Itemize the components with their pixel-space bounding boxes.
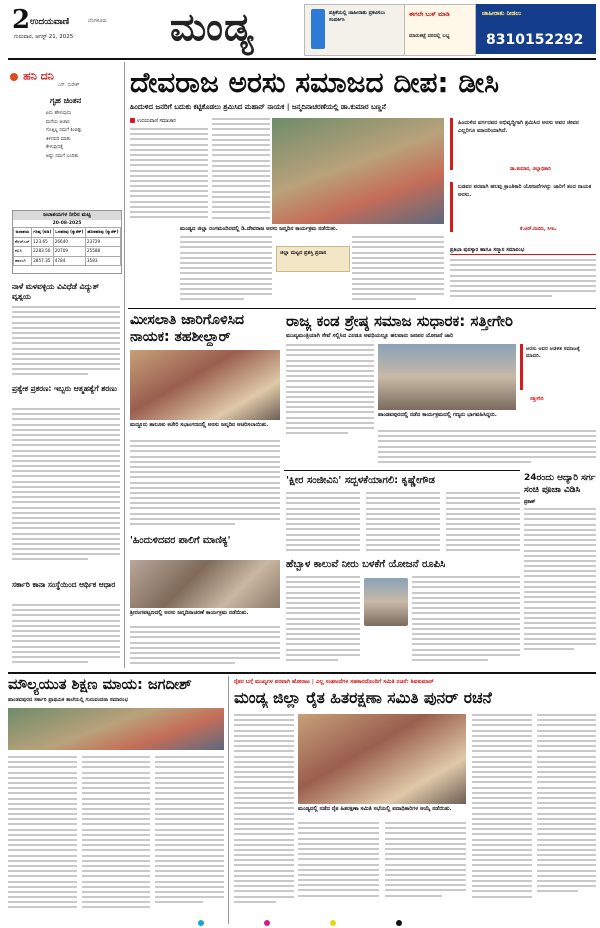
bottom-main-body-1	[234, 714, 294, 920]
lead-body-col-2	[212, 118, 270, 223]
manikya-photo[interactable]	[130, 560, 280, 608]
manikya-caption: ಶ್ರೀರಂಗಪಟ್ಟಣದಲ್ಲಿ ಅರಸು ಜನ್ಮದಿನಾಚರಣೆ ಕಾರ್ಯಕ್ರಮ ನಡೆಯಿತು.	[130, 610, 249, 616]
lead-byline	[130, 118, 210, 124]
naik-body	[130, 440, 280, 530]
quote-2-text: ಬಡವರ ಪರವಾಗಿ ಹಲವು ಕ್ರಾಂತಿಕಾರಿ ಯೋಜನೆಗಳನ್ನು ಜಾರಿಗೆ ತಂದ ನಾಯಕ ಅರಸು.	[458, 184, 592, 198]
sidebar-story-2-title[interactable]: ಪ್ರತ್ಯೇಕ ಪ್ರಕರಣ: ಇಬ್ಬರು ಆತ್ಮಹತ್ಯೆಗೆ ಶರಣು	[12, 384, 117, 393]
bottom-main-body-3	[472, 714, 596, 920]
ad-box-2[interactable]	[404, 4, 476, 56]
byline-icon	[130, 118, 135, 123]
masthead-rule	[8, 58, 596, 60]
sub-box-title: ಪ್ರತಿಭಾ ಪುರಸ್ಕಾರ ಹಾಗೂ ಸನ್ಮಾನ ಸಮಾರಂಭ	[450, 246, 596, 255]
table-cell: 23729	[85, 237, 120, 247]
lead-body-col-4	[352, 236, 444, 304]
quote-mark-icon	[450, 118, 453, 170]
cyan-mark-icon	[198, 920, 204, 926]
section-rule-3	[8, 672, 596, 674]
sattigeri-headline[interactable]: ರಾಜ್ಯ ಕಂಡ ಶ್ರೇಷ್ಠ ಸಮಾಜ ಸುಧಾರಕ: ಸತ್ತೀಗೇರಿ	[286, 312, 513, 330]
hejjarli-body-2	[412, 576, 520, 668]
table-cell: 123.65	[32, 237, 54, 247]
bottom-main-body-2	[298, 822, 466, 920]
table-cell: 4784	[53, 256, 85, 266]
manikya-headline[interactable]: 'ಹಿಂದುಳಿದವರ ಪಾಲಿಗೆ ಮಾಣಿಕ್ಯ'	[130, 535, 231, 546]
quote-1-text: ಹಿಂದುಳಿದ ವರ್ಗದವರ ಅಭಿವೃದ್ಧಿಗಾಗಿ ಶ್ರಮಿಸಿದ ಅರಸು ಅವರ ಜೀವನ ಎಲ್ಲರಿಗೂ ಮಾದರಿಯಾಗಿದೆ.	[458, 120, 579, 134]
sattigeri-caption: ಪಾಂಡವಪುರದಲ್ಲಿ ನಡೆದ ಕಾರ್ಯಕ್ರಮದಲ್ಲಿ ಗಣ್ಯರು ಭಾಗವಹಿಸಿದ್ದರು.	[378, 412, 497, 418]
krishne-headline[interactable]: 'ಕ್ಷೀರ ಸಂಜೀವಿನಿ' ಸದ್ಬಳಕೆಯಾಗಲಿ: ಕೃಷ್ಣೇಗೌಡ	[286, 475, 435, 486]
highlight-box-text: ಜಿಲ್ಲಾ ಮಟ್ಟದ ಪ್ರಶಸ್ತಿ ಪ್ರದಾನ	[280, 250, 327, 256]
bottom-left-body	[8, 756, 224, 920]
column-title: ಗೃಹ ಚಿಂತನ	[50, 96, 82, 105]
masthead	[0, 0, 600, 60]
bottom-main-headline[interactable]: ಮಂಡ್ಯ ಜಿಲ್ಲಾ ರೈತ ಹಿತರಕ್ಷಣಾ ಸಮಿತಿ ಪುನರ್ ರಚನೆ	[234, 689, 492, 707]
naik-caption: ಮದ್ದೂರು ತಾಲೂಕು ಕಚೇರಿ ಸಭಾಂಗಣದಲ್ಲಿ ಅರಸು ಜನ್ಮದಿನ ಆಚರಿಸಲಾಯಿತು.	[130, 422, 269, 428]
page-number: 2	[12, 5, 31, 35]
hejjarli-portrait[interactable]	[364, 578, 408, 626]
sidebar-story-2-body	[12, 408, 120, 578]
ad-3-text: ಜಾಹೀರಾತು ನೀಡಲು	[482, 10, 522, 17]
honey-drop-icon	[10, 73, 18, 81]
print-registration-marks	[140, 920, 460, 926]
ad-1-text: ಪತ್ರಿಕೆಯಲ್ಲಿ ಜಾಹೀರಾತು ಪ್ರಕಟಿಸಲು ಸಂಪರ್ಕಿಸಿ	[329, 10, 386, 23]
table-row	[14, 256, 121, 266]
column-poem	[46, 110, 120, 161]
quote-mark-icon	[450, 182, 453, 232]
sidebar-story-3-body	[12, 604, 120, 664]
left-sidebar	[8, 62, 122, 668]
naik-photo[interactable]	[130, 350, 280, 420]
ad-3-phone: 8310152292	[486, 32, 584, 48]
section-rule-2	[284, 470, 520, 471]
table-cell: 26640	[53, 237, 85, 247]
table-cell: 2283.50	[32, 247, 54, 257]
table-header: ಗರಿಷ್ಠ (ಅಡಿ)	[32, 228, 54, 238]
bottom-left-subhead: ಪಾಂಡವಪುರದ ಸರ್ಕಾರಿ ಪ್ರಾಥಮಿಕ ಶಾಲೆಯಲ್ಲಿ ಗುರುವಂದನಾ ಸಮಾರಂಭ	[8, 697, 129, 703]
sattigeri-quote-text: ಅರಸು ಅವರ ಆಡಳಿತ ಸಮಾಜಕ್ಕೆ ಮಾದರಿ.	[526, 346, 580, 359]
column-logo-text: ಹನಿ ದನಿ	[23, 69, 54, 83]
lead-highlight-box	[276, 246, 350, 272]
lead-sub-box	[450, 246, 596, 302]
sattigeri-body-2	[378, 430, 596, 470]
dam-table	[12, 210, 122, 274]
lead-photo[interactable]	[272, 118, 444, 224]
table-cell: 3583	[85, 256, 120, 266]
ad-box-3[interactable]	[476, 4, 596, 54]
table-cell: 20709	[53, 247, 85, 257]
paper-name: ಉದಯವಾಣಿ	[30, 17, 70, 27]
table-header-row	[14, 228, 121, 238]
poem-line: ಏನು ಹೇಳುವುದು	[46, 111, 72, 116]
sattigeri-quote-name: ಸತ್ತೀಗೇರಿ	[530, 397, 544, 402]
hejjarli-headline[interactable]: ಹೆಬ್ಬಾಳ ಕಾಲುವೆ ನೀರು ಬಳಕೆಗೆ ಯೋಜನೆ ರೂಪಿಸಿ	[286, 559, 446, 570]
poem-line: ತಿಳಿದವರ ಮಾತು	[46, 136, 71, 142]
bottom-divider	[228, 676, 229, 924]
ad-box-1[interactable]	[304, 4, 406, 56]
naik-headline[interactable]: ಮೀಸಲಾತಿ ಜಾರಿಗೊಳಿಸಿದ ನಾಯಕ: ತಹಶೀಲ್ದಾರ್	[130, 312, 245, 345]
table-cell: ಕಬಿನಿ	[14, 247, 32, 257]
dam-data-table	[13, 227, 121, 266]
lead-quote-1	[450, 118, 596, 178]
phone-icon	[311, 9, 325, 49]
table-cell: ಹಾರಂಗಿ	[14, 256, 32, 266]
table-header: ಹೊರಹರಿವು (ಕ್ಯುಸೆಕ್)	[85, 228, 120, 238]
adalath-headline[interactable]: 24ರಂದು ಆದ್ಯಾರಿ ಸರ್ಗ ಸಂಚಿ ಪೂಜಾ ವಿಡಿಸಿ	[524, 473, 596, 495]
sattigeri-photo[interactable]	[378, 344, 516, 410]
bottom-left-photo[interactable]	[8, 708, 224, 750]
poem-line: ಮನೆಯ ಆಚಾರ	[46, 119, 70, 125]
section-title: ಮಂಡ್ಯ	[170, 4, 255, 49]
table-header: ಜಲಾಶಯ	[14, 228, 32, 238]
poem-line: ಗೊತ್ತಿಲ್ಲ ನಮಗೆ ಕಿಂಚಿತ್ತು	[46, 128, 83, 133]
quote-1-name: ಡಾ.ಕುಮಾರ, ಜಿಲ್ಲಾಧಿಕಾರಿ	[510, 167, 551, 172]
edition: ಬೆಂಗಳೂರು	[88, 18, 107, 24]
lead-body-col-3	[180, 236, 272, 304]
sattigeri-body	[286, 344, 374, 440]
lead-headline[interactable]: ದೇವರಾಜ ಅರಸು ಸಮಾಜದ ದೀಪ: ಡೀಸಿ	[130, 66, 499, 99]
quote-mark-icon	[520, 344, 523, 390]
poem-line: ಅಷ್ಟು ನಮಗೆ ಬಂದಿತು	[46, 153, 79, 159]
table-row	[14, 237, 121, 247]
table-cell: 2857.35	[32, 256, 54, 266]
table-cell: 25588	[85, 247, 120, 257]
table-cell: ಕೆಆರ್‌ಎಸ್	[14, 237, 32, 247]
quote-2-name: ಕೆ.ಆರ್.ನಂದಿನಿ, ಸಿಇಒ	[520, 227, 557, 232]
issue-date: ಗುರುವಾರ, ಆಗಸ್ಟ್ 21, 2025	[14, 34, 74, 40]
poem-line: ಕೇಳುವುದಕ್ಕೆ	[46, 145, 63, 150]
adalath-box	[524, 472, 596, 668]
sidebar-story-3-title[interactable]: ಸರ್ಕಾರಿ ಕಾನಾ ಸಂಸ್ಥೆಯಿಂದ ಆರ್ಥಿಕ ಆಧಾರ	[12, 580, 116, 589]
bottom-main-caption: ಮಂಡ್ಯದಲ್ಲಿ ನಡೆದ ರೈತ ಹಿತರಕ್ಷಣಾ ಸಮಿತಿ ಸಭೆಯಲ್ಲಿ ಪದಾಧಿಕಾರಿಗಳ ಆಯ್ಕೆ ನಡೆಯಿತು.	[298, 806, 452, 812]
yellow-mark-icon	[330, 920, 336, 926]
sattigeri-subhead: ಮುಖ್ಯಮಂತ್ರಿಯಾಗಿ ಸೇವೆ ಸಲ್ಲಿಸಿದ ಎರಡೂ ಅವಧಿಯಲ್ಲೂ ಹಲವಾರು ಜನಪರ ಯೋಜನೆ ಜಾರಿ	[286, 333, 454, 339]
lead-subhead: ಹಿಂದುಳಿದ ಜನರಿಗೆ ಬದುಕು ಕಟ್ಟಿಕೊಡಲು ಶ್ರಮಿಸಿದ ಮಹಾನ್ ನಾಯಕ | ಜನ್ಮದಿನಾಚರಣೆಯಲ್ಲಿ ಡಾ.ಕುಮಾರ ಬಣ್ಣನೆ	[130, 103, 386, 111]
krishne-body	[286, 492, 520, 556]
adalath-author: ಪ್ರಕಾಶ್	[524, 500, 536, 505]
lead-quote-2	[450, 182, 596, 242]
bottom-main-kicker: ರೈತರ ಬಗ್ಗೆ ಮುಖ್ಯಗಳ ಪರವಾಗಿ ಹೋರಾಟ | ಎಲ್ಲ ಸಂಘಟನೆಗಳ ಸಹಕಾರದೊಂದಿಗೆ ಸಮಿತಿ ರಚನೆ: ಶಿವಕುಮಾರ್	[234, 679, 434, 685]
bottom-left-headline[interactable]: ಮೌಲ್ಯಯುತ ಶಿಕ್ಷಣ ಮಾಯ: ಜಗದೀಶ್	[8, 677, 192, 693]
black-mark-icon	[396, 920, 402, 926]
sattigeri-quote	[520, 344, 596, 424]
magenta-mark-icon	[264, 920, 270, 926]
bottom-main-photo[interactable]	[298, 714, 466, 804]
sidebar-story-1-title[interactable]: ನಾಳೆ ಮಳವಳ್ಳಿಯ ವಿವಿಧೆಡೆ ವಿದ್ಯುತ್ ವ್ಯತ್ಯಯ	[12, 282, 100, 301]
lead-body-col-1	[130, 128, 208, 223]
ad-2-line-2: ಮಾರುಕಟ್ಟೆ ದರದಲ್ಲಿ ಲಭ್ಯ	[409, 33, 450, 39]
sidebar-story-1-body	[12, 306, 120, 386]
table-header: ಒಳಹರಿವು (ಕ್ಯುಸೆಕ್)	[53, 228, 85, 238]
section-rule-1	[128, 308, 596, 309]
sidebar-divider	[124, 62, 125, 668]
dam-table-date: 20-08-2025	[52, 221, 82, 226]
table-row	[14, 247, 121, 257]
hejjarli-body-1	[286, 576, 360, 668]
column-author: ಎನ್. ಸುರೇಶ್	[58, 83, 80, 88]
ad-2-line-1: ಈಗಲೇ ಬುಕ್ ಮಾಡಿ	[409, 11, 450, 18]
lead-photo-caption: ಮಂಡ್ಯದ ಜಿಲ್ಲಾ ರಂಗಮಂದಿರದಲ್ಲಿ ಡಿ.ದೇವರಾಜ ಅರಸು ಜನ್ಮದಿನ ಕಾರ್ಯಕ್ರಮ ನಡೆಯಿತು.	[180, 226, 338, 232]
dam-table-title: ಜಲಾಶಯಗಳ ನೀರಿನ ಮಟ್ಟ	[13, 211, 121, 220]
manikya-body	[130, 626, 280, 668]
lead-byline-text: ಉದಯವಾಣಿ ಸಮಾಚಾರ	[137, 119, 176, 124]
